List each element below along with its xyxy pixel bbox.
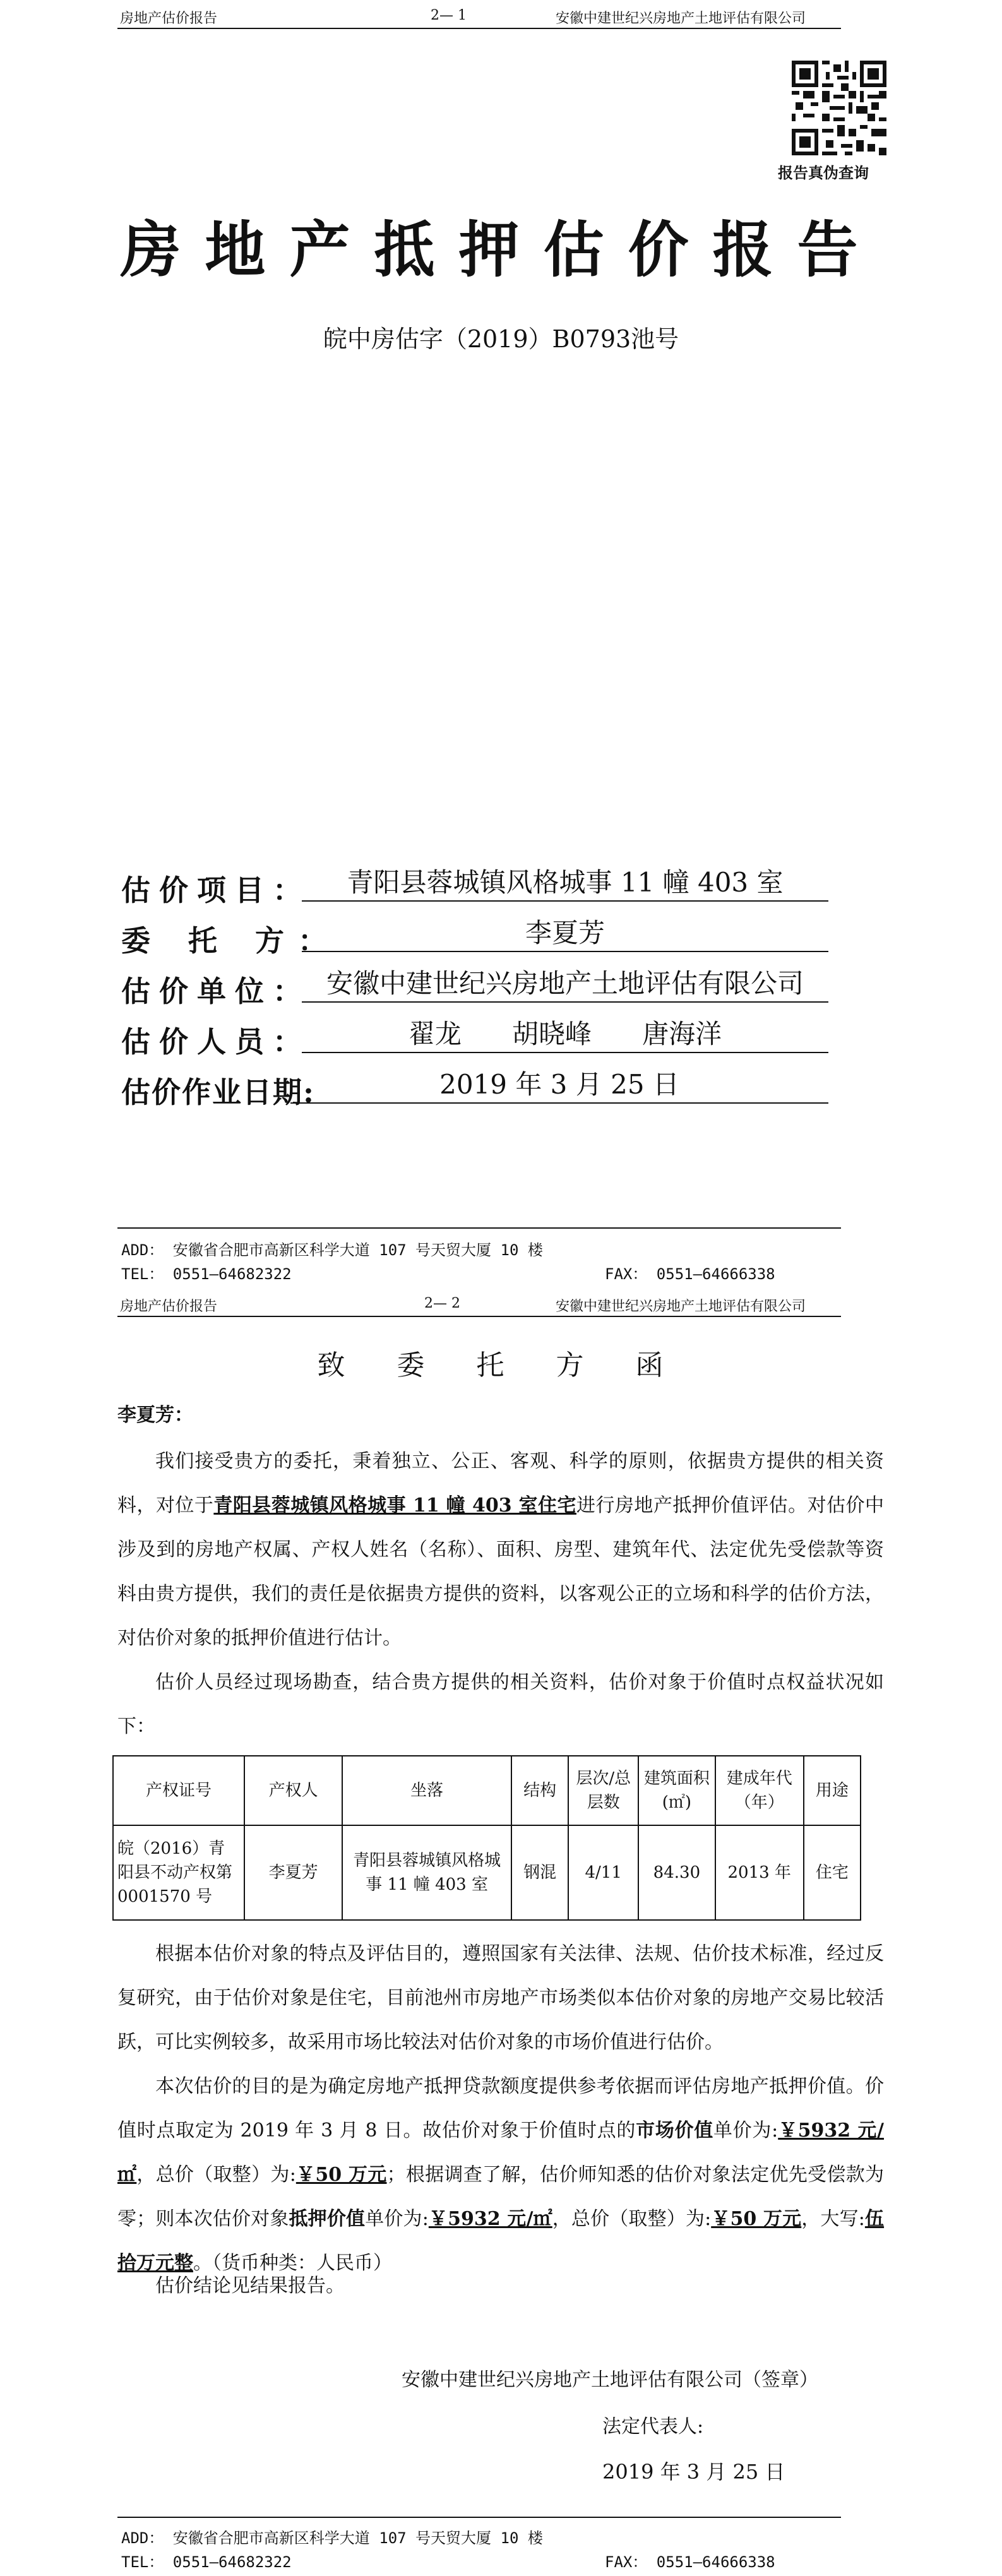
mortgage-total-price: ￥50 万元 — [711, 2208, 802, 2230]
mortgage-unit-price: ￥5932 元/㎡ — [428, 2208, 552, 2230]
table-cell: 皖（2016）青阳县不动产权第 0001570 号 — [113, 1825, 244, 1920]
intro-text-2: 进行房地产抵押价值评估。对估价中涉及到的房地产权属、产权人姓名（名称）、面积、房型、建筑年代、法定优先受偿款等资料由贵方提供，我们的责任是依据贵方提供的资料，以客观公正的立场和科学的估价方法，对估价对象的抵押价值进行估计。 — [117, 1494, 885, 1649]
table-header-cell: 坐落 — [342, 1756, 511, 1825]
paragraph-see-result: 估价结论见结果报告。 — [155, 2275, 345, 2297]
table-header-cell: 产权人 — [244, 1756, 342, 1825]
market-unit-price: ￥5932 元/㎡ — [117, 2120, 884, 2186]
page-header-right: 安徽中建世纪兴房地产土地评估有限公司 — [556, 11, 806, 27]
signature-company: 安徽中建世纪兴房地产土地评估有限公司（签章） — [402, 2369, 818, 2391]
table-cell: 青阳县蓉城镇风格城事 11 幢 403 室 — [342, 1825, 511, 1920]
signature-date: 2019 年 3 月 25 日 — [602, 2460, 785, 2484]
header-rule — [117, 28, 841, 29]
page-header-left: 房地产估价报告 — [120, 1299, 218, 1315]
field-label-date: 估价作业日期: — [121, 1075, 315, 1109]
table-cell: 84.30 — [638, 1825, 715, 1920]
paragraph-intro — [117, 1440, 884, 1661]
field-value-date: 2019 年 3 月 25 日 — [290, 1067, 828, 1104]
field-label-client: 委 托 方： — [121, 924, 342, 958]
footer-address: ADD： 安徽省合肥市高新区科学大道 107 号天贸大厦 10 楼 — [121, 1241, 543, 1259]
property-address: 青阳县蓉城镇风格城事 11 幢 403 室住宅 — [213, 1494, 576, 1517]
intro-text: 我们接受贵方的委托，秉着独立、公正、客观、科学的原则，依据贵方提供的相关资料，对位于 — [117, 1450, 884, 1517]
conclusion-text: ，总价（取整）为: — [136, 2164, 296, 2186]
property-table — [112, 1755, 861, 1921]
table-header-cell: 层次/总层数 — [568, 1756, 638, 1825]
footer-tel: TEL： 0551—64682322 — [121, 2553, 292, 2571]
table-header-cell: 建成年代（年） — [715, 1756, 804, 1825]
conclusion-text: ，大写: — [801, 2208, 865, 2230]
table-header-cell: 结构 — [511, 1756, 568, 1825]
table-cell: 钢混 — [511, 1825, 568, 1920]
field-value-appraisers: 翟龙 胡晓峰 唐海洋 — [302, 1017, 828, 1053]
table-cell: 住宅 — [804, 1825, 861, 1920]
conclusion-text: 单价为: — [365, 2208, 429, 2230]
conclusion-text: ；根据调查了解，估价师知悉的估价对象法定优先受偿款为零；则本次估价对象 — [117, 2164, 885, 2230]
market-total-price: ￥50 万元 — [295, 2164, 387, 2186]
report-number: 皖中房估字（2019）B0793池号 — [323, 325, 679, 353]
table-header-row — [113, 1756, 861, 1825]
table-cell: 李夏芳 — [244, 1825, 342, 1920]
footer-fax: FAX： 0551—64666338 — [605, 2553, 775, 2571]
field-label-appraisers: 估价人员： — [121, 1025, 311, 1059]
field-label-unit: 估价单位： — [121, 974, 311, 1008]
page-header-right: 安徽中建世纪兴房地产土地评估有限公司 — [556, 1299, 806, 1315]
salutation: 李夏芳： — [117, 1404, 193, 1426]
amount-in-words: 伍拾万元整 — [117, 2208, 885, 2274]
footer-tel: TEL： 0551—64682322 — [121, 1265, 292, 1283]
page-header-left: 房地产估价报告 — [120, 11, 218, 27]
page-number: 2— 1 — [431, 8, 467, 23]
page-number: 2— 2 — [424, 1296, 460, 1311]
field-value-project: 青阳县蓉城镇风格城事 11 幢 403 室 — [302, 865, 828, 902]
footer-rule — [117, 1227, 841, 1229]
footer-address: ADD： 安徽省合肥市高新区科学大道 107 号天贸大厦 10 楼 — [121, 2529, 543, 2547]
paragraph-method: 根据本估价对象的特点及评估目的，遵照国家有关法律、法规、估价技术标准，经过反复研究，由于估价对象是住宅，目前池州市房地产市场类似本估价对象的房地产交易比较活跃，可比实例较多，故采用市场比较法对估价对象的市场价值进行估价。 — [117, 1943, 884, 2053]
conclusion-text: ，总价（取整）为: — [552, 2208, 712, 2230]
field-value-unit: 安徽中建世纪兴房地产土地评估有限公司 — [302, 966, 828, 1003]
conclusion-text: 本次估价的目的是为确定房地产抵押贷款额度提供参考依据而评估房地产抵押价值。价值时点取定为 2019 年 3 月 8 日。故估价对象于价值时点的 — [117, 2075, 884, 2142]
letter-title: 致 委 托 方 函 — [317, 1349, 685, 1381]
table-header-cell: 产权证号 — [113, 1756, 244, 1825]
field-value-client: 李夏芳 — [302, 915, 828, 952]
table-cell: 4/11 — [568, 1825, 638, 1920]
report-title: 房地产抵押估价报告 — [120, 214, 882, 285]
field-label-project: 估价项目： — [121, 873, 311, 907]
mortgage-value-label: 抵押价值 — [289, 2208, 366, 2230]
table-header-cell: 建筑面积(㎡) — [638, 1756, 715, 1825]
header-rule — [117, 1316, 841, 1317]
conclusion-text: 单价为: — [713, 2120, 778, 2142]
conclusion-text: 。（货币种类：人民币） — [193, 2252, 392, 2274]
table-cell: 2013 年 — [715, 1825, 804, 1920]
paragraph-conclusion — [117, 2065, 884, 2286]
qr-code-icon — [792, 61, 886, 155]
table-row — [113, 1825, 861, 1920]
market-value-label: 市场价值 — [636, 2120, 713, 2142]
table-header-cell: 用途 — [804, 1756, 861, 1825]
qr-caption: 报告真伪查询 — [778, 164, 869, 182]
paragraph-survey: 估价人员经过现场勘查，结合贵方提供的相关资料，估价对象于价值时点权益状况如下： — [117, 1671, 884, 1738]
footer-fax: FAX： 0551—64666338 — [605, 1265, 775, 1283]
signature-representative: 法定代表人: — [602, 2416, 704, 2438]
footer-rule — [117, 2517, 841, 2518]
